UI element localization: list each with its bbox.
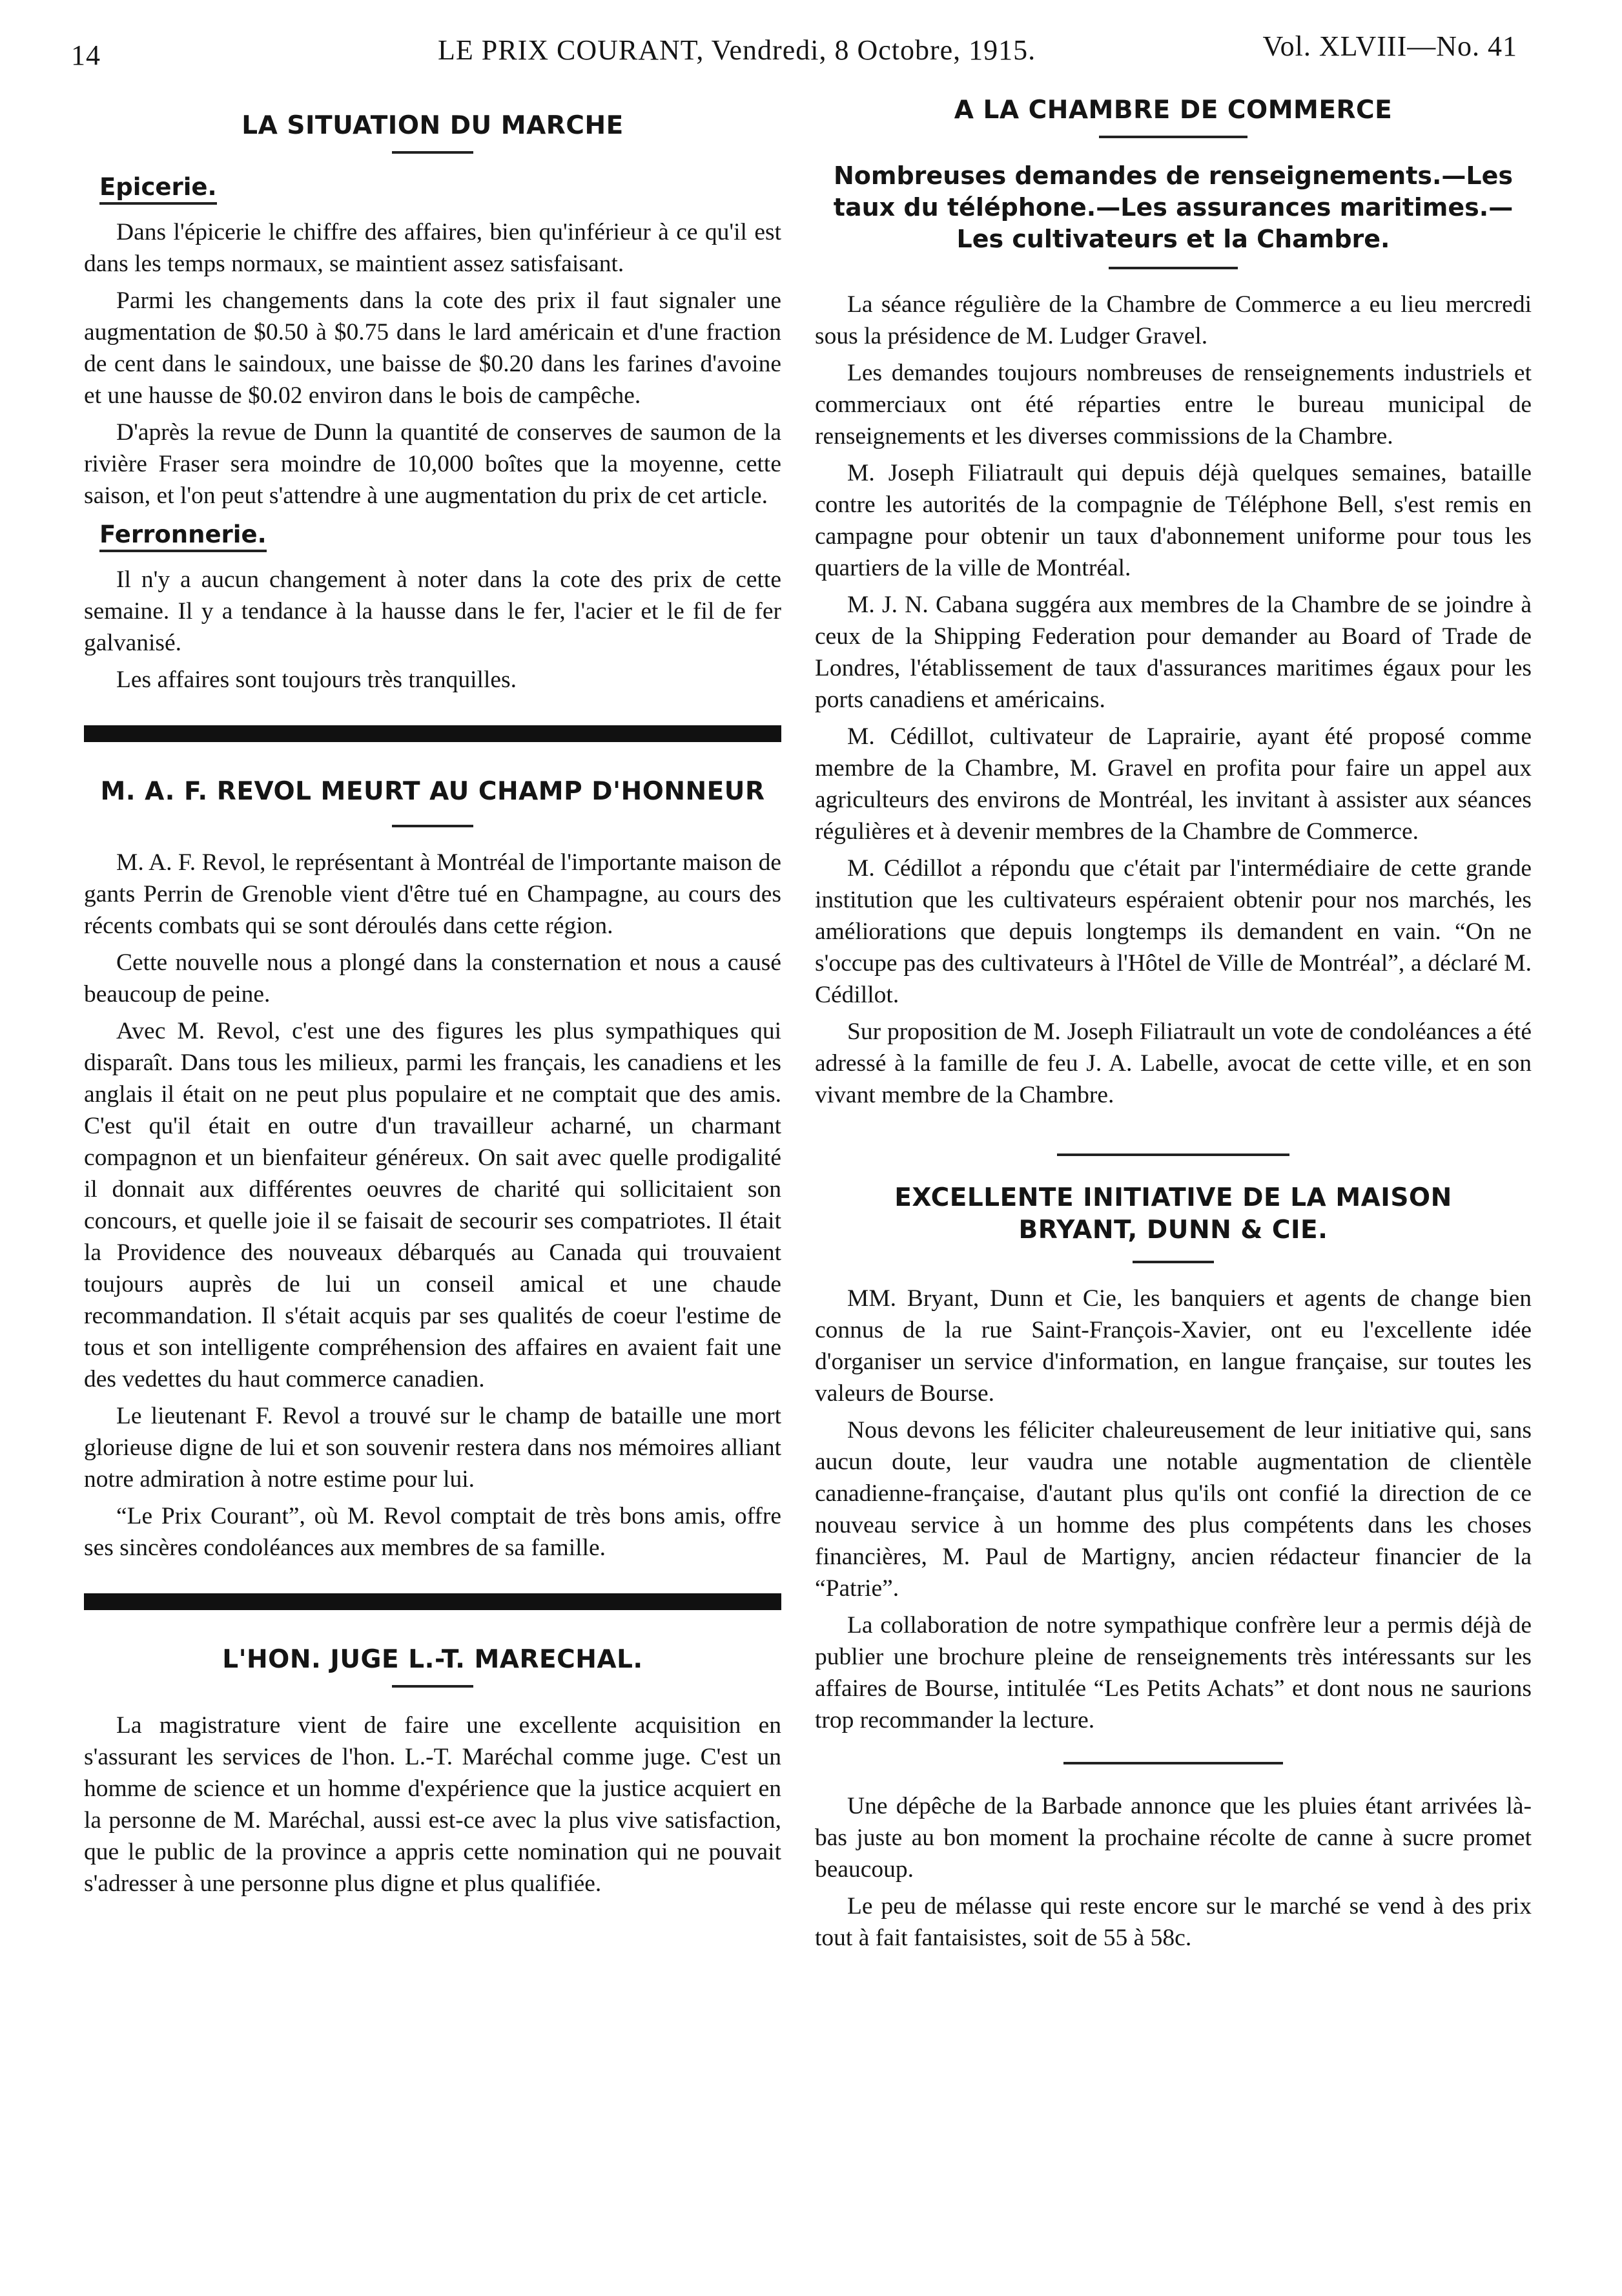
section-heading-ferronnerie: Ferronnerie.	[99, 521, 267, 552]
paragraph: Sur proposition de M. Joseph Filiatrault un vote de condoléances a été adressé à la famille de feu J. A. Labelle, avocat de cette ville, et en son vivant membre de la Chambre.	[815, 1019, 1532, 1108]
page-number: 14	[71, 39, 101, 71]
paragraph: Le peu de mélasse qui reste encore sur le marché se vend à des prix tout à fait fantaisistes, soit de 55 à 58c.	[815, 1893, 1532, 1951]
paragraph: La magistrature vient de faire une excellente acquisition en s'assurant les services de l'hon. L.-T. Maréchal comme juge. C'est un homme de science et un homme d'expérience que la justice acquiert en la personne de M. Maréchal, aussi est-ce avec la plus vive satisfaction, que le public de la province a appris cette nomination qui ne pouvait s'adresser à une personne plus digne et plus qualifiée.	[84, 1712, 781, 1897]
paragraph: La séance régulière de la Chambre de Commerce a eu lieu mercredi sous la présidence de M. Ludger Gravel.	[815, 291, 1532, 349]
article-title: A LA CHAMBRE DE COMMERCE	[954, 96, 1393, 125]
article-chambre-commerce	[815, 94, 1532, 1111]
paragraph: MM. Bryant, Dunn et Cie, les banquiers et agents de change bien connus de la rue Saint-François-Xavier, ont eu l'excellente idée d'organiser un service d'information, en langue française, sur toutes les valeurs de Bourse.	[815, 1285, 1532, 1407]
left-column	[84, 90, 781, 1899]
paragraph: Les demandes toujours nombreuses de renseignements industriels et commerciaux ont été réparties entre le bureau municipal de renseignements et les diverses commissions de la Chambre.	[815, 360, 1532, 450]
paragraph: Nous devons les féliciter chaleureusement de leur initiative qui, sans aucun doute, leur vaudra une notable augmentation de clientèle canadienne-française, d'autant plus qu'ils ont confié la direction de ce nouveau service à un homme des plus compétents dans les choses financières, M. Paul de Martigny, ancien rédacteur financier de la “Patrie”.	[815, 1417, 1532, 1602]
title-rule	[392, 151, 473, 154]
title-rule	[1133, 1261, 1214, 1263]
section-rule	[1057, 1153, 1289, 1156]
title-rule	[1099, 136, 1247, 138]
paragraph: Cette nouvelle nous a plongé dans la consternation et nous a causé beaucoup de peine.	[84, 949, 781, 1008]
article-title: L'HON. JUGE L.-T. MARECHAL.	[222, 1645, 643, 1674]
right-column	[815, 90, 1532, 1954]
page-header	[71, 30, 1517, 75]
paragraph: La collaboration de notre sympathique confrère leur a permis déjà de publier une brochure pleine de renseignements très intéressants sur les affaires de Bourse, intitulée “Les Petits Achats” et dont nous ne saurions trop recommander la lecture.	[815, 1612, 1532, 1733]
article-subtitle: Nombreuses demandes de renseignements.—Les taux du téléphone.—Les assurances maritimes.—Les cultivateurs et la Chambre.	[833, 161, 1514, 253]
article-situation-marche	[84, 110, 781, 696]
paragraph: Il n'y a aucun changement à noter dans la cote des prix de cette semaine. Il y a tendance à la hausse dans le fer, l'acier et le fil de fer galvanisé.	[84, 566, 781, 656]
paragraph: Dans l'épicerie le chiffre des affaires, bien qu'inférieur à ce qu'il est dans les temps normaux, se maintient assez satisfaisant.	[84, 219, 781, 277]
paragraph: M. Joseph Filiatrault qui depuis déjà quelques semaines, bataille contre les autorités de la compagnie de Téléphone Bell, s'est remis en campagne pour obtenir un taux d'abonnement uniforme pour tous les quartiers de la ville de Montréal.	[815, 460, 1532, 581]
paragraph: Les affaires sont toujours très tranquilles.	[116, 667, 517, 693]
article-marechal	[84, 1644, 781, 1899]
article-title-line-2: BRYANT, DUNN & CIE.	[1018, 1215, 1328, 1245]
volume-number: Vol. XLVIII—No. 41	[1262, 30, 1517, 62]
paragraph: M. A. F. Revol, le représentant à Montréal de l'importante maison de gants Perrin de Grenoble vient d'être tué en Champagne, au cours des récents combats qui se sont déroulés dans cette région.	[84, 849, 781, 939]
paragraph: M. J. N. Cabana suggéra aux membres de la Chambre de se joindre à ceux de la Shipping Federation pour demander au Board of Trade de Londres, l'établissement de taux d'assurances maritimes égaux pour les ports canadiens et américains.	[815, 592, 1532, 713]
article-title: LA SITUATION DU MARCHE	[241, 111, 624, 140]
paragraph: Une dépêche de la Barbade annonce que les pluies étant arrivées là-bas juste au bon moment la prochaine récolte de canne à sucre promet beaucoup.	[815, 1793, 1532, 1883]
column-divider-bar	[84, 725, 781, 742]
paragraph: Le lieutenant F. Revol a trouvé sur le champ de bataille une mort glorieuse digne de lui et son souvenir restera dans nos mémoires alliant notre admiration à notre estime pour lui.	[84, 1403, 781, 1493]
paragraph: M. Cédillot, cultivateur de Laprairie, ayant été proposé comme membre de la Chambre, M. Gravel en profita pour faire un appel aux agriculteurs des environs de Montréal, les invitant à assister aux séances régulières et à devenir membres de la Chambre de Commerce.	[815, 723, 1532, 845]
article-title: M. A. F. REVOL MEURT AU CHAMP D'HONNEUR	[100, 777, 765, 806]
article-revol	[84, 776, 781, 1564]
title-rule	[1109, 267, 1238, 269]
paragraph: M. Cédillot a répondu que c'était par l'intermédiaire de cette grande institution que les cultivateurs espéraient obtenir pour nos marchés, les améliorations que depuis longtemps ils demandent en vain. “On ne s'occupe pas des cultivateurs à l'Hôtel de Ville de Montréal”, a déclaré M. Cédillot.	[815, 855, 1532, 1008]
article-title-line-1: EXCELLENTE INITIATIVE DE LA MAISON	[894, 1183, 1452, 1212]
paragraph: Avec M. Revol, c'est une des figures les plus sympathiques qui disparaît. Dans tous les milieux, parmi les français, les canadiens et les anglais il était on ne peut plus populaire et ne comptait que des amis. C'est qu'il était en outre d'un travailleur acharné, un charmant compagnon et un bienfaiteur généreux. On sait avec quelle prodigalité il donnait aux différentes oeuvres de charité qui sollicitaient son concours, et quelle joie il se faisait de secourir ses compatriotes. Il était la Providence des nouveaux débarqués au Canada qui trouvaient toujours auprès de lui un conseil amical et une chaude recommandation. Il s'était acquis par ses qualités de coeur l'estime de tous et son intelligente compréhension des affaires en avaient fait une des vedettes du haut commerce canadien.	[84, 1018, 781, 1392]
article-barbade	[815, 1790, 1532, 1954]
section-rule	[1063, 1762, 1283, 1764]
paragraph: D'après la revue de Dunn la quantité de conserves de saumon de la rivière Fraser sera moindre de 10,000 boîtes que la moyenne, cette saison, et l'on peut s'attendre à une augmentation du prix de cet article.	[84, 419, 781, 509]
paragraph: “Le Prix Courant”, où M. Revol comptait de très bons amis, offre ses sincères condoléances aux membres de sa famille.	[84, 1503, 781, 1561]
column-divider-bar	[84, 1593, 781, 1610]
title-rule	[392, 1685, 473, 1688]
paragraph: Parmi les changements dans la cote des prix il faut signaler une augmentation de $0.50 à $0.75 dans le lard américain et d'une fraction de cent dans le saindoux, une baisse de $0.20 dans les farines d'avoine et une hausse de $0.02 environ dans le bois de campêche.	[84, 287, 781, 409]
article-bryant-dunn	[815, 1182, 1532, 1736]
publication-line: LE PRIX COURANT, Vendredi, 8 Octobre, 1915.	[438, 34, 1036, 66]
title-rule	[392, 825, 473, 827]
section-heading-epicerie: Epicerie.	[99, 173, 217, 205]
